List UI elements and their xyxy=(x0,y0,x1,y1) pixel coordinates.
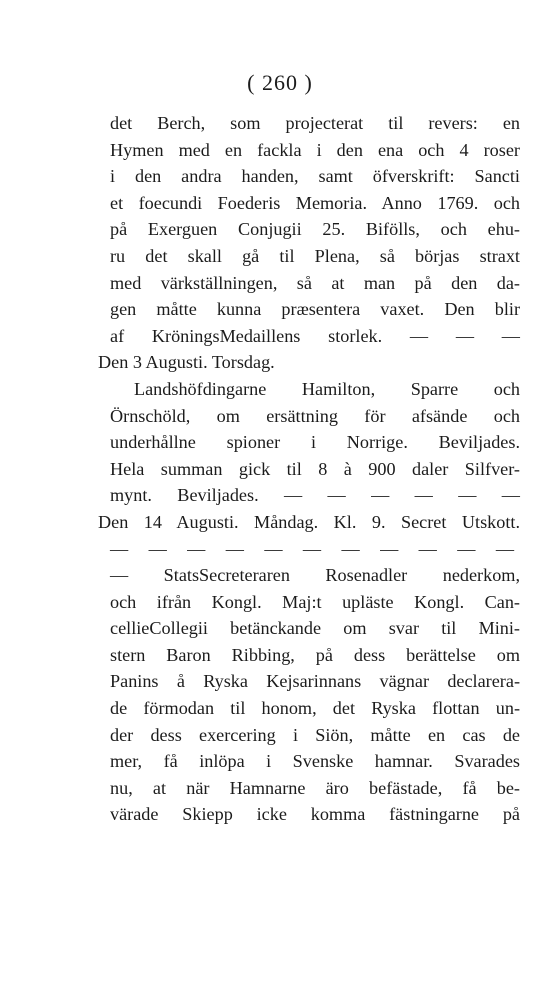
text-line: med värkställningen, så at man på den da- xyxy=(110,272,520,293)
text-line: Den 14 Augusti. Måndag. Kl. 9. Secret Utskott. xyxy=(98,511,520,532)
text-line: der dess exercering i Siön, måtte en cas de xyxy=(110,724,520,745)
text-line: af KröningsMedaillens storlek. — — — xyxy=(110,325,520,346)
text-line: — StatsSecreteraren Rosenadler nederkom, xyxy=(110,565,520,586)
text-line: på Exerguen Conjugii 25. Bifölls, och ehu- xyxy=(110,219,520,240)
text-line: Hymen med en fackla i den ena och 4 roser xyxy=(110,139,520,160)
text-line: mynt. Beviljades. — — — — — — xyxy=(110,485,520,506)
text-line: värade Skiepp icke komma fästningarne på xyxy=(110,804,520,825)
text-line: ru det skall gå til Plena, så börjas straxt xyxy=(110,245,520,266)
text-line: nu, at när Hamnarne äro befästade, få be- xyxy=(110,777,520,798)
text-line: i den andra handen, samt öfverskrift: Sancti xyxy=(110,166,520,187)
text-line: och ifrån Kongl. Maj:t upläste Kongl. Can- xyxy=(110,591,520,612)
text-line: Örnschöld, om ersättning för afsände och xyxy=(110,405,520,426)
text-line: underhållne spioner i Norrige. Beviljades. xyxy=(110,432,520,453)
text-line: de förmodan til honom, det Ryska flottan un- xyxy=(110,698,520,719)
text-line: Landshöfdingarne Hamilton, Sparre och xyxy=(134,378,520,399)
text-line: et foecundi Foederis Memoria. Anno 1769. och xyxy=(110,192,520,213)
text-line: stern Baron Ribbing, på dess berättelse om xyxy=(110,644,520,665)
text-line: — — — — — — — — — — — xyxy=(110,538,520,559)
text-line: Hela summan gick til 8 à 900 daler Silfver- xyxy=(110,458,520,479)
text-line: Den 3 Augusti. Torsdag. xyxy=(98,352,275,373)
text-line: mer, få inlöpa i Svenske hamnar. Svarades xyxy=(110,751,520,772)
text-line: cellieCollegii betänckande om svar til Mini- xyxy=(110,618,520,639)
page-number-header: ( 260 ) xyxy=(247,70,313,95)
text-line: Panins å Ryska Kejsarinnans vägnar declarera- xyxy=(110,671,520,692)
text-line: det Berch, som projecterat til revers: en xyxy=(110,113,520,133)
page-body-text xyxy=(98,110,520,828)
text-line: gen måtte kunna præsentera vaxet. Den blir xyxy=(110,299,520,320)
